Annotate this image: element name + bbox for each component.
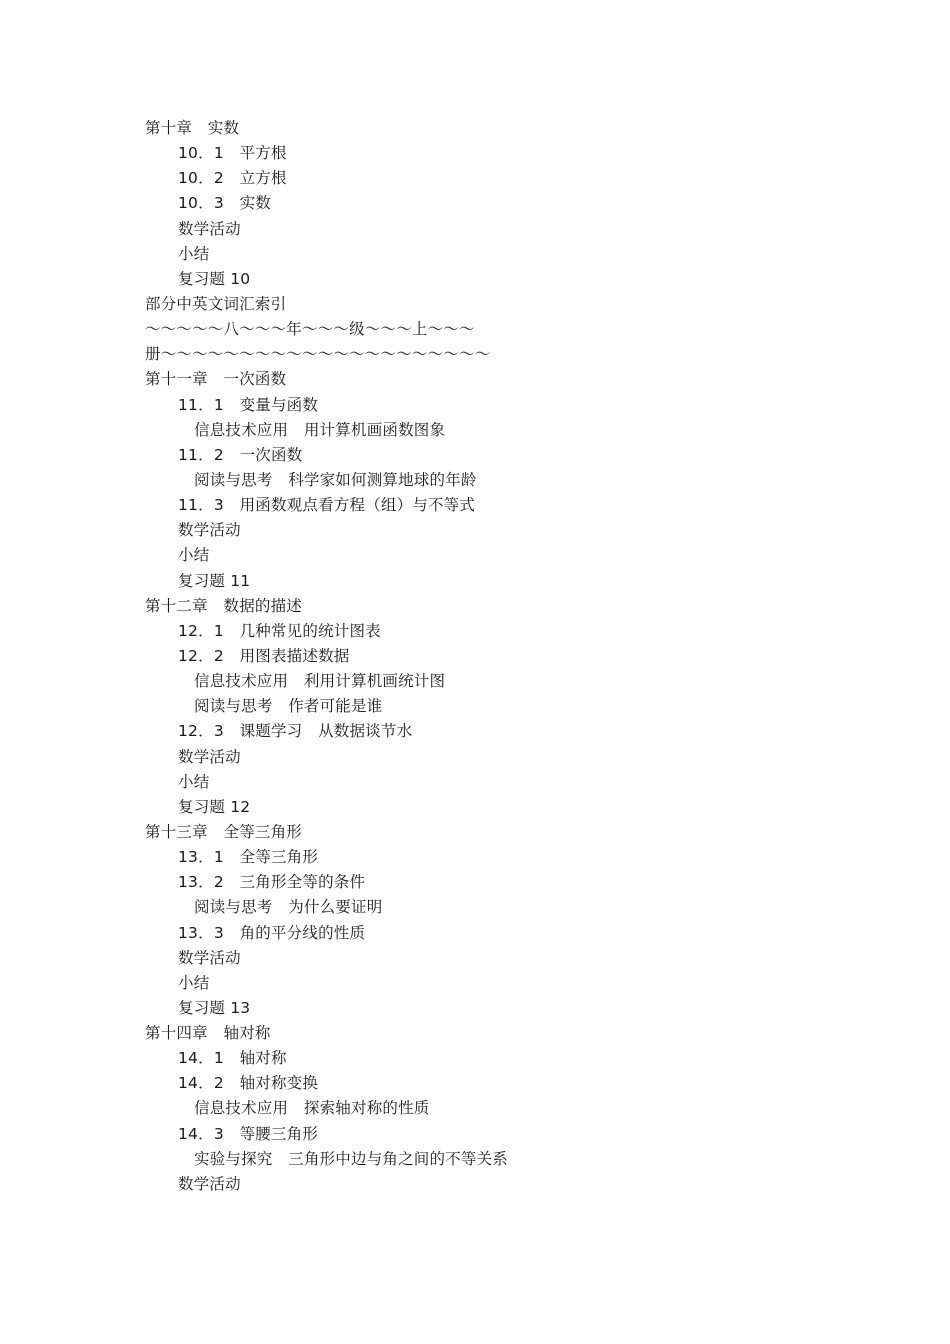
toc-section-entry: 复习题 12 xyxy=(178,797,251,816)
table-of-contents xyxy=(145,116,508,1197)
toc-chapter-heading: 部分中英文词汇索引 xyxy=(145,294,287,313)
toc-section-entry: 复习题 10 xyxy=(178,269,251,288)
toc-section-entry: 10．1 平方根 xyxy=(178,144,287,163)
toc-section-entry: 13．2 三角形全等的条件 xyxy=(178,873,366,892)
toc-section-entry: 14．1 轴对称 xyxy=(178,1049,287,1068)
toc-section-entry: 11．1 变量与函数 xyxy=(178,395,319,414)
toc-subsection-entry: 阅读与思考 为什么要证明 xyxy=(194,898,383,917)
toc-section-entry: 13．3 角的平分线的性质 xyxy=(178,923,366,942)
toc-chapter-heading: 第十章 实数 xyxy=(145,119,240,137)
toc-section-entry: 数学活动 xyxy=(178,1174,241,1193)
toc-chapter-heading: 第十三章 全等三角形 xyxy=(145,822,303,841)
toc-section-entry: 12．3 课题学习 从数据谈节水 xyxy=(178,722,413,741)
toc-section-entry: 复习题 11 xyxy=(178,571,251,590)
toc-section-entry: 11．3 用函数观点看方程（组）与不等式 xyxy=(178,496,476,515)
toc-subsection-entry: 阅读与思考 作者可能是谁 xyxy=(194,697,383,716)
toc-subsection-entry: 信息技术应用 利用计算机画统计图 xyxy=(194,672,446,691)
toc-section-entry: 13．1 全等三角形 xyxy=(178,848,319,867)
toc-section-entry: 10．2 立方根 xyxy=(178,169,287,188)
toc-chapter-heading: 册～～～～～～～～～～～～～～～～～～～～～ xyxy=(145,345,491,364)
toc-subsection-entry: 实验与探究 三角形中边与角之间的不等关系 xyxy=(194,1149,509,1168)
toc-section-entry: 14．2 轴对称变换 xyxy=(178,1074,319,1093)
toc-subsection-entry: 阅读与思考 科学家如何测算地球的年龄 xyxy=(194,470,477,489)
toc-section-entry: 小结 xyxy=(178,772,210,791)
toc-subsection-entry: 信息技术应用 探索轴对称的性质 xyxy=(194,1099,430,1118)
toc-section-entry: 复习题 13 xyxy=(178,998,251,1017)
toc-section-entry: 14．3 等腰三角形 xyxy=(178,1124,319,1143)
toc-chapter-heading: 第十一章 一次函数 xyxy=(145,370,287,389)
toc-section-entry: 11．2 一次函数 xyxy=(178,445,303,464)
toc-section-entry: 12．1 几种常见的统计图表 xyxy=(178,621,381,640)
toc-section-entry: 小结 xyxy=(178,546,210,565)
toc-chapter-heading: 第十二章 数据的描述 xyxy=(145,596,303,615)
toc-section-entry: 数学活动 xyxy=(178,521,241,540)
toc-section-entry: 数学活动 xyxy=(178,219,241,238)
toc-chapter-heading: ～～～～～八～～～年～～～级～～～上～～～ xyxy=(145,320,475,339)
toc-section-entry: 12．2 用图表描述数据 xyxy=(178,646,350,665)
toc-chapter-heading: 第十四章 轴对称 xyxy=(145,1024,271,1043)
toc-subsection-entry: 信息技术应用 用计算机画函数图象 xyxy=(194,420,446,439)
toc-section-entry: 10．3 实数 xyxy=(178,194,271,213)
toc-section-entry: 数学活动 xyxy=(178,747,241,766)
toc-section-entry: 小结 xyxy=(178,244,210,263)
toc-section-entry: 小结 xyxy=(178,973,210,992)
toc-section-entry: 数学活动 xyxy=(178,948,241,967)
